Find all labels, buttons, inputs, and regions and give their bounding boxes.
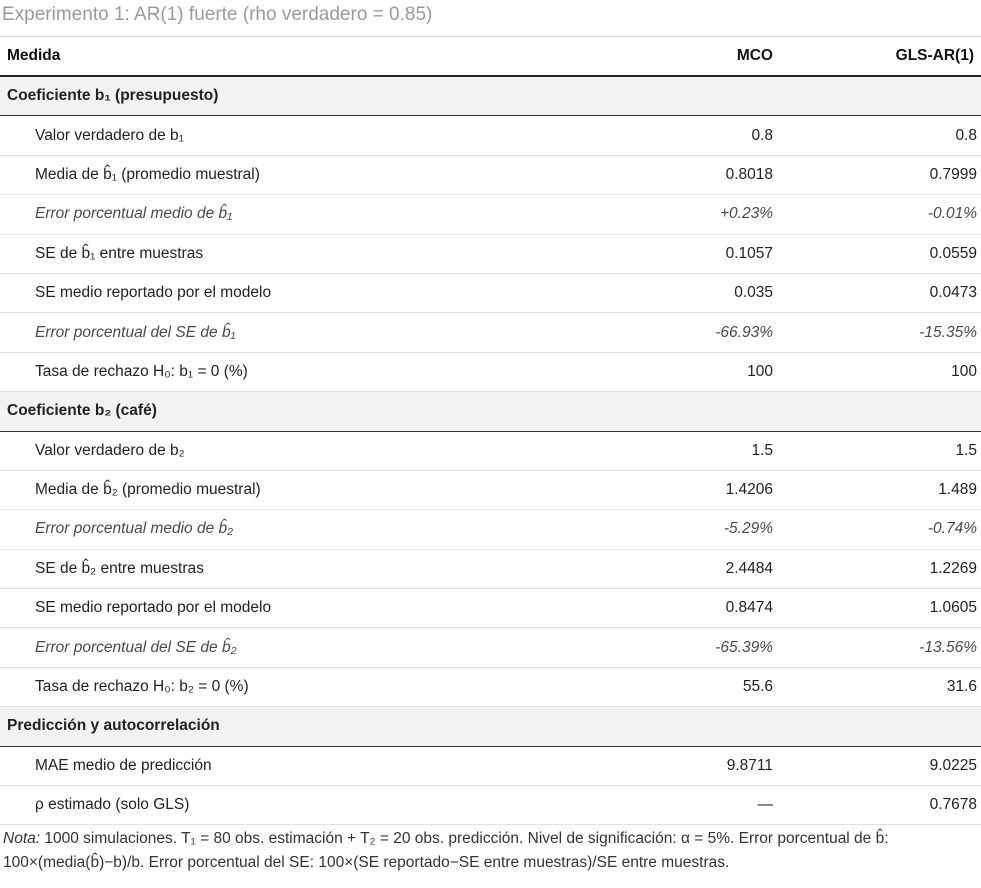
mco-value: 0.8 bbox=[594, 116, 780, 155]
row-label: Media de b̂₁ (promedio muestral) bbox=[0, 155, 594, 194]
gls-value: 1.489 bbox=[780, 470, 981, 509]
gls-value: 1.5 bbox=[780, 431, 981, 470]
table-row bbox=[0, 273, 981, 312]
table-row bbox=[0, 549, 981, 588]
mco-value: — bbox=[594, 786, 780, 825]
gls-value: 1.0605 bbox=[780, 589, 981, 628]
table-row bbox=[0, 510, 981, 549]
mco-value: 2.4484 bbox=[594, 549, 780, 588]
section-header-row bbox=[0, 76, 981, 116]
mco-value: 0.8018 bbox=[594, 155, 780, 194]
table-row bbox=[0, 667, 981, 706]
mco-value: 55.6 bbox=[594, 667, 780, 706]
row-label: Tasa de rechazo H₀: b₂ = 0 (%) bbox=[0, 667, 594, 706]
row-label: SE de b̂₂ entre muestras bbox=[0, 549, 594, 588]
table-row bbox=[0, 195, 981, 234]
section-title: Coeficiente b₂ (café) bbox=[0, 392, 981, 431]
mco-value: 100 bbox=[594, 352, 780, 391]
table-caption: Experimento 1: AR(1) fuerte (rho verdadero = 0.85) bbox=[2, 4, 433, 25]
gls-value: 0.8 bbox=[780, 116, 981, 155]
note-label: Nota: bbox=[3, 830, 41, 848]
table-body bbox=[0, 76, 981, 825]
gls-value: 0.0559 bbox=[780, 234, 981, 273]
table-row bbox=[0, 116, 981, 155]
mco-value: -66.93% bbox=[594, 313, 780, 352]
mco-value: +0.23% bbox=[594, 195, 780, 234]
table-row bbox=[0, 431, 981, 470]
gls-value: 0.0473 bbox=[780, 273, 981, 312]
gls-value: -13.56% bbox=[780, 628, 981, 667]
row-label: Error porcentual del SE de b̂₂ bbox=[0, 628, 594, 667]
table-row bbox=[0, 786, 981, 825]
mco-value: 0.035 bbox=[594, 273, 780, 312]
row-label: SE medio reportado por el modelo bbox=[0, 273, 594, 312]
gls-value: -15.35% bbox=[780, 313, 981, 352]
section-title: Coeficiente b₁ (presupuesto) bbox=[0, 76, 981, 116]
row-label: Error porcentual medio de b̂₁ bbox=[0, 195, 594, 234]
gls-value: 31.6 bbox=[780, 667, 981, 706]
row-label: SE medio reportado por el modelo bbox=[0, 589, 594, 628]
section-header-row bbox=[0, 392, 981, 431]
table-row bbox=[0, 589, 981, 628]
row-label: Tasa de rechazo H₀: b₁ = 0 (%) bbox=[0, 352, 594, 391]
row-label: Error porcentual del SE de b̂₁ bbox=[0, 313, 594, 352]
header-gls: GLS-AR(1) bbox=[780, 37, 981, 77]
table-row bbox=[0, 746, 981, 785]
results-table bbox=[0, 36, 981, 825]
gls-value: 0.7678 bbox=[780, 786, 981, 825]
mco-value: 0.1057 bbox=[594, 234, 780, 273]
note-text: 1000 simulaciones. T₁ = 80 obs. estimación + T₂ = 20 obs. predicción. Nivel de significación: α = 5%. Error porcentual de b̂: 100×(media(b̂)−b)/b. Error porcentual del SE: 100×(SE reportado−SE entre muestras)/SE entre muestras. bbox=[3, 830, 889, 872]
table-row bbox=[0, 313, 981, 352]
mco-value: 9.8711 bbox=[594, 746, 780, 785]
gls-value: 0.7999 bbox=[780, 155, 981, 194]
gls-value: 9.0225 bbox=[780, 746, 981, 785]
gls-value: -0.01% bbox=[780, 195, 981, 234]
header-row bbox=[0, 37, 981, 77]
header-medida: Medida bbox=[0, 37, 594, 77]
gls-value: 100 bbox=[780, 352, 981, 391]
header-mco: MCO bbox=[594, 37, 780, 77]
row-label: Valor verdadero de b₁ bbox=[0, 116, 594, 155]
gls-value: -0.74% bbox=[780, 510, 981, 549]
mco-value: 1.4206 bbox=[594, 470, 780, 509]
mco-value: 0.8474 bbox=[594, 589, 780, 628]
section-title: Predicción y autocorrelación bbox=[0, 707, 981, 746]
table-row bbox=[0, 352, 981, 391]
row-label: Valor verdadero de b₂ bbox=[0, 431, 594, 470]
row-label: MAE medio de predicción bbox=[0, 746, 594, 785]
table-row bbox=[0, 155, 981, 194]
table-note bbox=[0, 825, 981, 875]
table-row bbox=[0, 628, 981, 667]
table-row bbox=[0, 234, 981, 273]
mco-value: -5.29% bbox=[594, 510, 780, 549]
mco-value: 1.5 bbox=[594, 431, 780, 470]
row-label: Error porcentual medio de b̂₂ bbox=[0, 510, 594, 549]
gls-value: 1.2269 bbox=[780, 549, 981, 588]
row-label: SE de b̂₁ entre muestras bbox=[0, 234, 594, 273]
row-label: Media de b̂₂ (promedio muestral) bbox=[0, 470, 594, 509]
table-row bbox=[0, 470, 981, 509]
row-label: ρ estimado (solo GLS) bbox=[0, 786, 594, 825]
mco-value: -65.39% bbox=[594, 628, 780, 667]
section-header-row bbox=[0, 707, 981, 746]
